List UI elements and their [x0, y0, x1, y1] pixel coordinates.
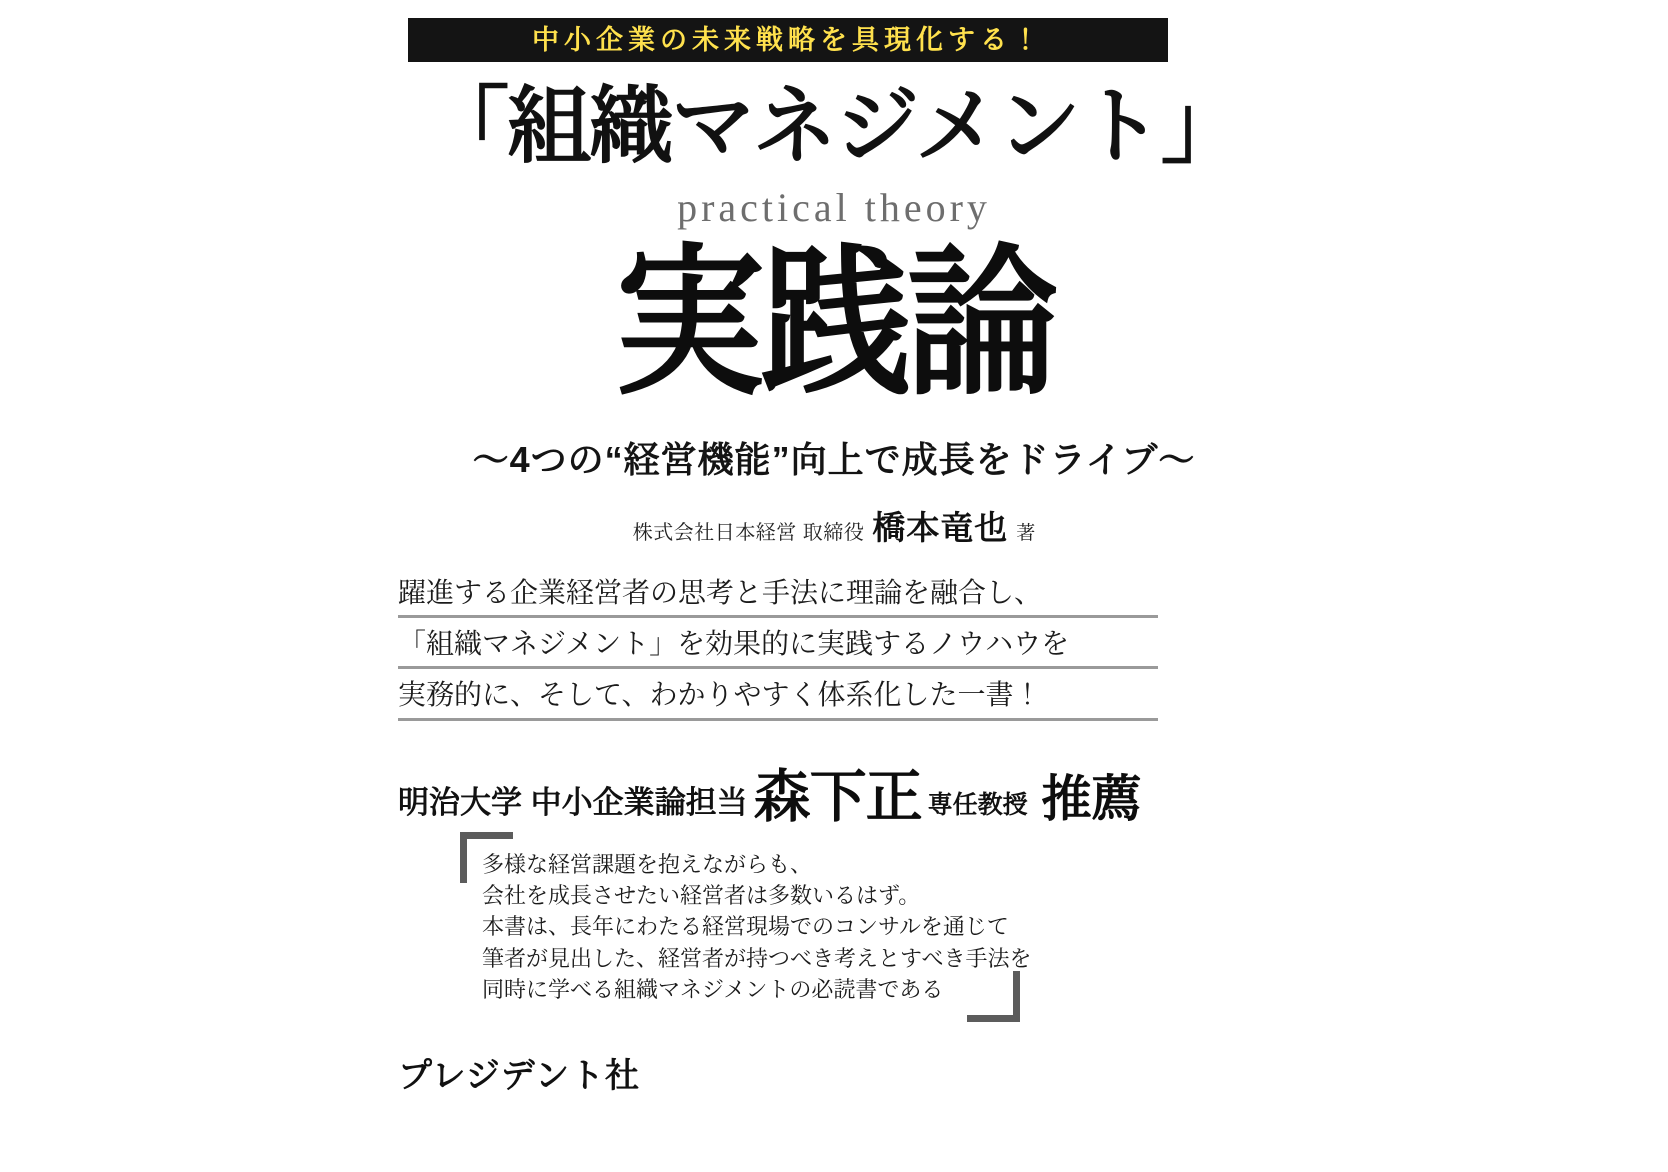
author-affiliation: 株式会社日本経営 取締役: [632, 522, 865, 544]
endorsement-quote: [460, 832, 1032, 1022]
tagline-band: [408, 18, 1168, 62]
description-line: 実務的に、そして、わかりやすく体系化した一書！: [398, 680, 1158, 720]
description-line: 「組織マネジメント」を効果的に実践するノウハウを: [398, 629, 1158, 669]
title-main: 「組織マネジメント」: [425, 79, 1243, 173]
endorser-name: 森下正: [753, 765, 922, 829]
endorser-role: 専任教授: [927, 791, 1028, 819]
quote-line: 多様な経営課題を抱えながらも、: [482, 852, 813, 877]
endorsement-headline: [398, 748, 1142, 830]
author-credit: [0, 502, 1668, 549]
author-suffix: 著: [1016, 523, 1036, 544]
endorser-university: 明治大学 中小企業論担当: [398, 785, 748, 820]
title-emphasis: 実践論: [614, 232, 1053, 414]
tagline-text: 中小企業の未来戦略を具現化する！: [532, 24, 1044, 55]
title-latin-subtitle: practical theory: [677, 185, 991, 230]
description-block: [398, 578, 1158, 732]
quote-line: 本書は、長年にわたる経営現場でのコンサルを通じて: [482, 914, 1009, 940]
quote-line: 会社を成長させたい経営者は多数いるはず。: [482, 883, 921, 909]
author-name: 橋本竜也: [872, 509, 1009, 546]
endorsement-label: 推薦: [1041, 771, 1142, 827]
quote-body: [482, 849, 1032, 1005]
quote-line: 同時に学べる組織マネジメントの必読書である: [482, 976, 944, 1002]
quote-line: 筆者が見出した、経営者が持つべき考えとすべき手法を: [482, 945, 1032, 971]
publisher-name: プレジデント社: [398, 1057, 641, 1095]
cover-subtitle: 〜4つの“経営機能”向上で成長をドライブ〜: [472, 439, 1196, 480]
description-line: 躍進する企業経営者の思考と手法に理論を融合し、: [398, 578, 1158, 618]
